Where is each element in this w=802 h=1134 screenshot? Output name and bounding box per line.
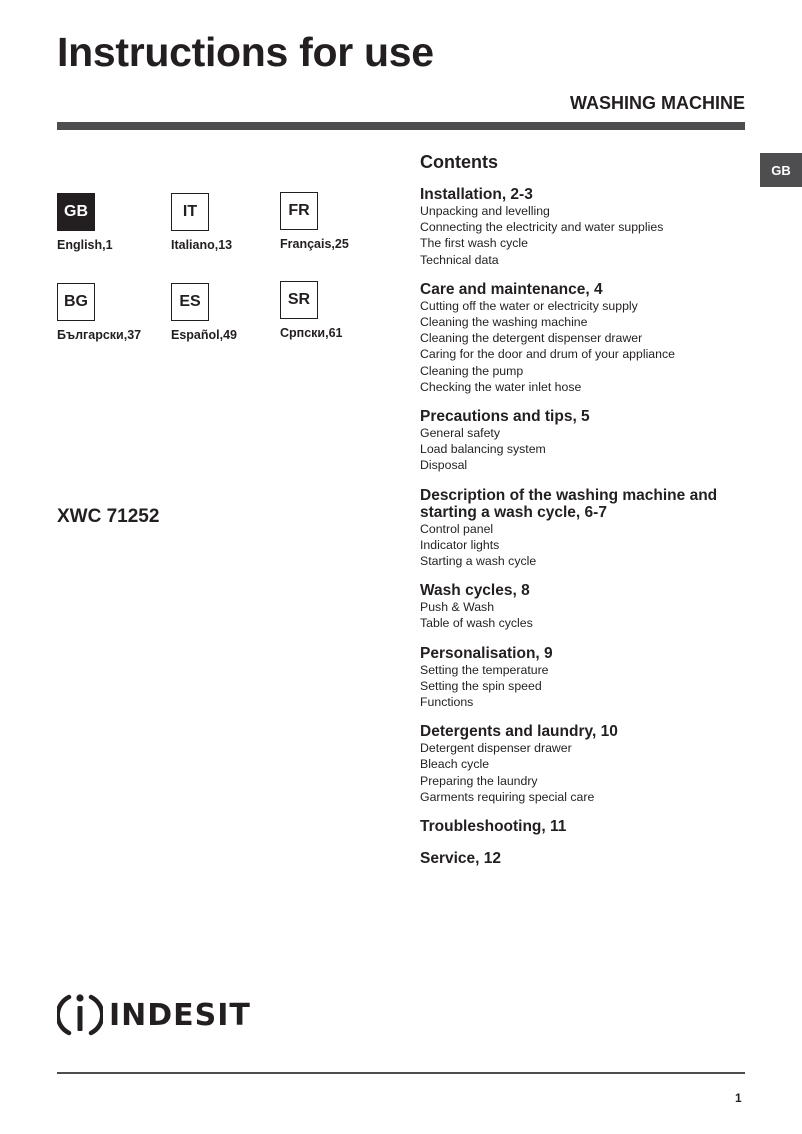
brand-logo xyxy=(57,990,251,1040)
page-title: Instructions for use xyxy=(57,29,434,75)
info-circle-icon xyxy=(57,991,103,1039)
language-code-badge: IT xyxy=(171,193,209,231)
toc-section-installation xyxy=(420,186,750,268)
language-code-badge: FR xyxy=(280,192,318,230)
toc-item[interactable]: Bleach cycle xyxy=(420,757,490,772)
language-label: Français,25 xyxy=(280,237,349,251)
footer-divider xyxy=(57,1072,745,1074)
language-fr[interactable] xyxy=(280,192,390,251)
toc-item[interactable]: Load balancing system xyxy=(420,442,546,457)
toc-section-description xyxy=(420,487,750,570)
toc-section-detergents xyxy=(420,723,750,805)
brand-name: INDESIT xyxy=(109,997,251,1033)
toc-item[interactable]: Garments requiring special care xyxy=(420,789,595,804)
toc-item[interactable]: Setting the temperature xyxy=(420,662,549,677)
toc-item[interactable]: Disposal xyxy=(420,458,468,473)
language-it[interactable] xyxy=(171,193,281,252)
language-bg[interactable] xyxy=(57,283,167,342)
toc-item[interactable]: Detergent dispenser drawer xyxy=(420,741,572,756)
language-label: Српски,61 xyxy=(280,326,343,340)
product-type: WASHING MACHINE xyxy=(570,93,745,113)
toc-item[interactable]: Table of wash cycles xyxy=(420,616,533,631)
model-number: XWC 71252 xyxy=(57,506,160,527)
page-number: 1 xyxy=(735,1091,742,1105)
language-code-badge: BG xyxy=(57,283,95,321)
language-label: Italiano,13 xyxy=(171,238,233,252)
header-divider xyxy=(57,122,745,130)
toc-item[interactable]: Connecting the electricity and water supplies xyxy=(420,220,664,235)
toc-item[interactable]: Cutting off the water or electricity supply xyxy=(420,298,638,313)
toc-item[interactable]: Preparing the laundry xyxy=(420,773,538,788)
toc-item[interactable]: Unpacking and levelling xyxy=(420,204,550,218)
toc-item[interactable]: General safety xyxy=(420,426,500,441)
language-es[interactable] xyxy=(171,283,281,342)
toc-item[interactable]: Functions xyxy=(420,695,474,710)
toc-section-title[interactable]: Precautions and tips, 5 xyxy=(420,408,590,426)
toc-item[interactable]: Caring for the door and drum of your appliance xyxy=(420,347,675,362)
language-code-badge: SR xyxy=(280,281,318,319)
language-gb[interactable] xyxy=(57,193,167,252)
toc-section-title[interactable]: Detergents and laundry, 10 xyxy=(420,723,618,741)
toc-section-title[interactable]: Care and maintenance, 4 xyxy=(420,280,603,298)
toc-section-troubleshooting xyxy=(420,818,750,835)
toc-section-service xyxy=(420,850,750,867)
toc-section-title[interactable]: Wash cycles, 8 xyxy=(420,582,530,600)
toc-section-title[interactable]: Service, 12 xyxy=(420,850,502,868)
table-of-contents xyxy=(420,151,750,880)
language-code-badge: GB xyxy=(57,193,95,231)
toc-item[interactable]: Cleaning the washing machine xyxy=(420,315,588,330)
toc-section-title[interactable]: Installation, 2-3 xyxy=(420,186,533,203)
toc-item[interactable]: Setting the spin speed xyxy=(420,678,542,693)
toc-section-personalisation xyxy=(420,645,750,711)
toc-item[interactable]: Control panel xyxy=(420,521,494,536)
contents-heading: Contents xyxy=(420,152,498,172)
toc-item[interactable]: Cleaning the detergent dispenser drawer xyxy=(420,331,643,346)
language-label: Español,49 xyxy=(171,328,237,342)
toc-section-precautions xyxy=(420,408,750,474)
language-side-tab[interactable]: GB xyxy=(760,153,802,187)
toc-item[interactable]: The first wash cycle xyxy=(420,236,528,251)
language-code-badge: ES xyxy=(171,283,209,321)
toc-section-care xyxy=(420,281,750,395)
toc-item[interactable]: Indicator lights xyxy=(420,537,500,552)
toc-item[interactable]: Starting a wash cycle xyxy=(420,554,537,569)
language-label: English,1 xyxy=(57,238,113,252)
toc-item[interactable]: Checking the water inlet hose xyxy=(420,379,582,394)
toc-section-title[interactable]: Troubleshooting, 11 xyxy=(420,818,567,836)
toc-section-title[interactable]: Description of the washing machine and starting a wash cycle, 6-7 xyxy=(420,486,718,521)
toc-section-wash-cycles xyxy=(420,582,750,631)
toc-item[interactable]: Push & Wash xyxy=(420,600,495,615)
toc-section-title[interactable]: Personalisation, 9 xyxy=(420,644,553,662)
toc-item[interactable]: Technical data xyxy=(420,252,499,267)
language-label: Български,37 xyxy=(57,328,142,342)
language-sr[interactable] xyxy=(280,281,390,340)
toc-item[interactable]: Cleaning the pump xyxy=(420,363,524,378)
